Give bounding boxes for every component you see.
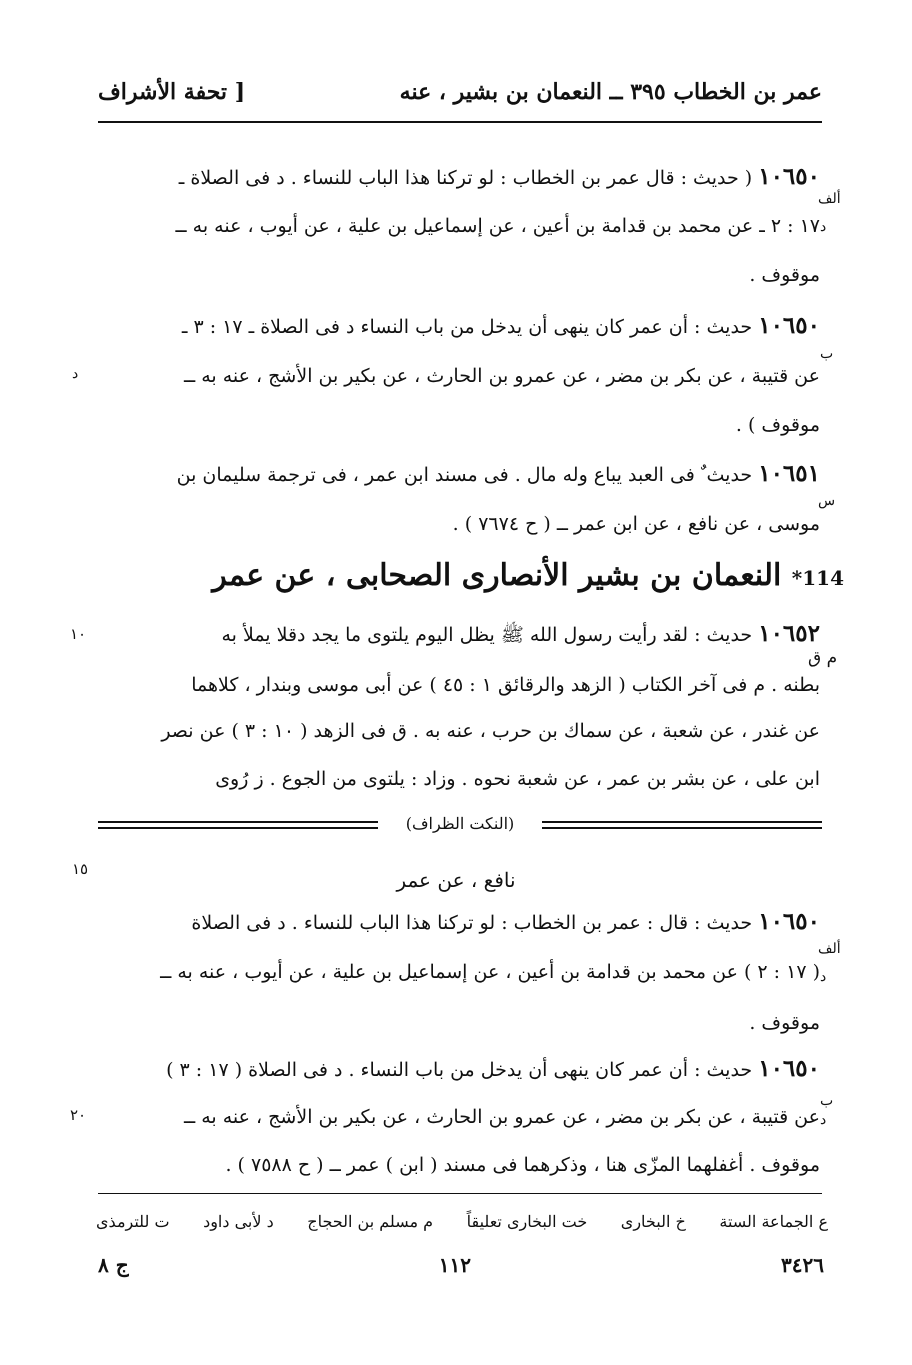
running-header [98,72,822,112]
hadith-number: ١٠٦٥٠ [758,908,820,935]
entry-line [225,1156,820,1175]
margin-mark: د [820,219,827,235]
entry-line [177,462,820,485]
separator-rule-right [542,821,822,829]
abbreviation: م مسلم بن الحجاج [307,1212,434,1231]
hadith-number: ١٠٦٥٠ [758,1055,820,1082]
entry-text: موقوف . [749,264,820,286]
section-title [212,558,844,593]
entry-line [175,217,820,236]
entry-text: موقوف . أغفلهما المزّى هنا ، وذكرهما فى مسند ( ابن ) عمر ــ ( ح ٧٥٨٨ ) . [225,1154,820,1176]
entry-text: حديث : لقد رأيت رسول الله ﷺ يظل اليوم يلتوى ما يجد دقلا يملأ به [221,624,753,646]
abbreviation: ت للترمذى [96,1212,170,1231]
footer-rule [98,1193,822,1194]
entry-line [184,367,820,386]
abbreviation: ع الجماعة الستة [719,1212,828,1231]
hadith-number: ١٠٦٥٠ [758,312,820,339]
separator-label: (النكت الظراف) [405,814,515,833]
commentary-separator [98,814,822,838]
entry-text: حديث : أن عمر كان ينهى أن يدخل من باب النساء . د فى الصلاة ( ١٧ : ٣ ) [166,1059,753,1081]
margin-mark: ب [820,346,834,362]
entry-text: موسى ، عن نافع ، عن ابن عمر ــ ( ح ٧٦٧٤ ) . [452,513,820,535]
header-rule [98,121,822,123]
entry-line [215,770,820,789]
margin-mark: س [818,493,836,509]
margin-mark: د [820,1112,827,1128]
margin-mark: م ق [808,648,838,668]
entry-text: موقوف . [749,1012,820,1034]
entry-line [191,676,820,695]
entry-line [221,622,820,645]
abbreviation: د لأبى داود [203,1212,274,1231]
entry-line [736,416,820,435]
entry-text: حديث : قال : عمر بن الخطاب : لو تركنا هذا الباب للنساء . د فى الصلاة [191,912,753,934]
entry-text: عن غندر ، عن شعبة ، عن سماك بن حرب ، عنه به . ق فى الزهد ( ١٠ : ٣ ) عن نصر [161,720,820,742]
section-star: * [791,566,803,590]
abbreviation-key [96,1212,828,1231]
margin-mark: د [72,366,79,382]
header-left: [ تحفة الأشراف [98,79,246,105]
entry-text: موقوف ) . [735,414,820,436]
entry-text: حديث ٌ فى العبد يباع وله مال . فى مسند ابن عمر ، فى ترجمة سليمان بن [176,464,753,486]
line-number: ١٥ [72,860,89,878]
entry-line [182,314,820,337]
page-footer [98,1253,824,1277]
entry-text: ( ١٧ : ٢ ) عن محمد بن قدامة بن أعين ، عن إسماعيل بن علية ، عن أيوب ، عنه به ــ [160,961,820,983]
entry-text: حديث : أن عمر كان ينهى أن يدخل من باب النساء د فى الصلاة ـ ١٧ : ٣ ـ [181,316,753,338]
abbreviation: خ البخارى [620,1212,686,1231]
entry-line [166,1057,820,1080]
entry-text: ( حديث : قال عمر بن الخطاب : لو تركنا هذا الباب للنساء . د فى الصلاة ـ [178,167,753,189]
line-number: ٢٠ [70,1106,87,1124]
entry-line [161,722,820,741]
header-right: عمر بن الخطاب ٣٩٥ ــ النعمان بن بشير ، عنه [399,79,822,105]
footer-right: ٣٤٢٦ [781,1253,824,1277]
entry-text: عن قتيبة ، عن بكر بن مضر ، عن عمرو بن الحارث ، عن بكير بن الأشج ، عنه به ــ [184,365,820,387]
entry-text: عن قتيبة ، عن بكر بن مضر ، عن عمرو بن الحارث ، عن بكير بن الأشج ، عنه به ــ [184,1106,820,1128]
volume-number: ج ٨ [98,1253,129,1277]
hadith-number: ١٠٦٥٢ [758,620,820,647]
entry-text: ابن على ، عن بشر بن عمر ، عن شعبة نحوه . وزاد : يلتوى من الجوع . ز رُوى [215,768,820,790]
entry-text: بطنه . م فى آخر الكتاب ( الزهد والرقائق ١ : ٤٥ ) عن أبى موسى وبندار ، كلاهما [191,674,820,696]
subheading: نافع ، عن عمر [396,868,516,892]
page-number: ١١٢ [438,1253,471,1277]
hadith-number: ١٠٦٥٠ [758,163,820,190]
hadith-number: ١٠٦٥١ [758,460,820,487]
margin-mark: ب [820,1093,834,1109]
section-heading: النعمان بن بشير الأنصارى الصحابى ، عن عمر [212,558,782,593]
entry-line [191,910,820,933]
entry-line [179,165,820,188]
margin-mark: ألف [818,941,841,957]
line-number: ١٠ [70,625,87,643]
entry-line [749,1014,820,1033]
margin-mark: ألف [818,191,841,207]
margin-mark: د [820,969,827,985]
entry-text: ١٧ : ٢ ـ عن محمد بن قدامة بن أعين ، عن إسماعيل بن علية ، عن أيوب ، عنه به ــ [175,215,820,237]
entry-line [749,266,820,285]
separator-rule-left [98,821,378,829]
entry-line [184,1108,820,1127]
entry-line [453,515,820,534]
entry-line [160,963,820,982]
section-number: 114 [802,566,844,590]
abbreviation: خت البخارى تعليقاً [466,1212,588,1231]
